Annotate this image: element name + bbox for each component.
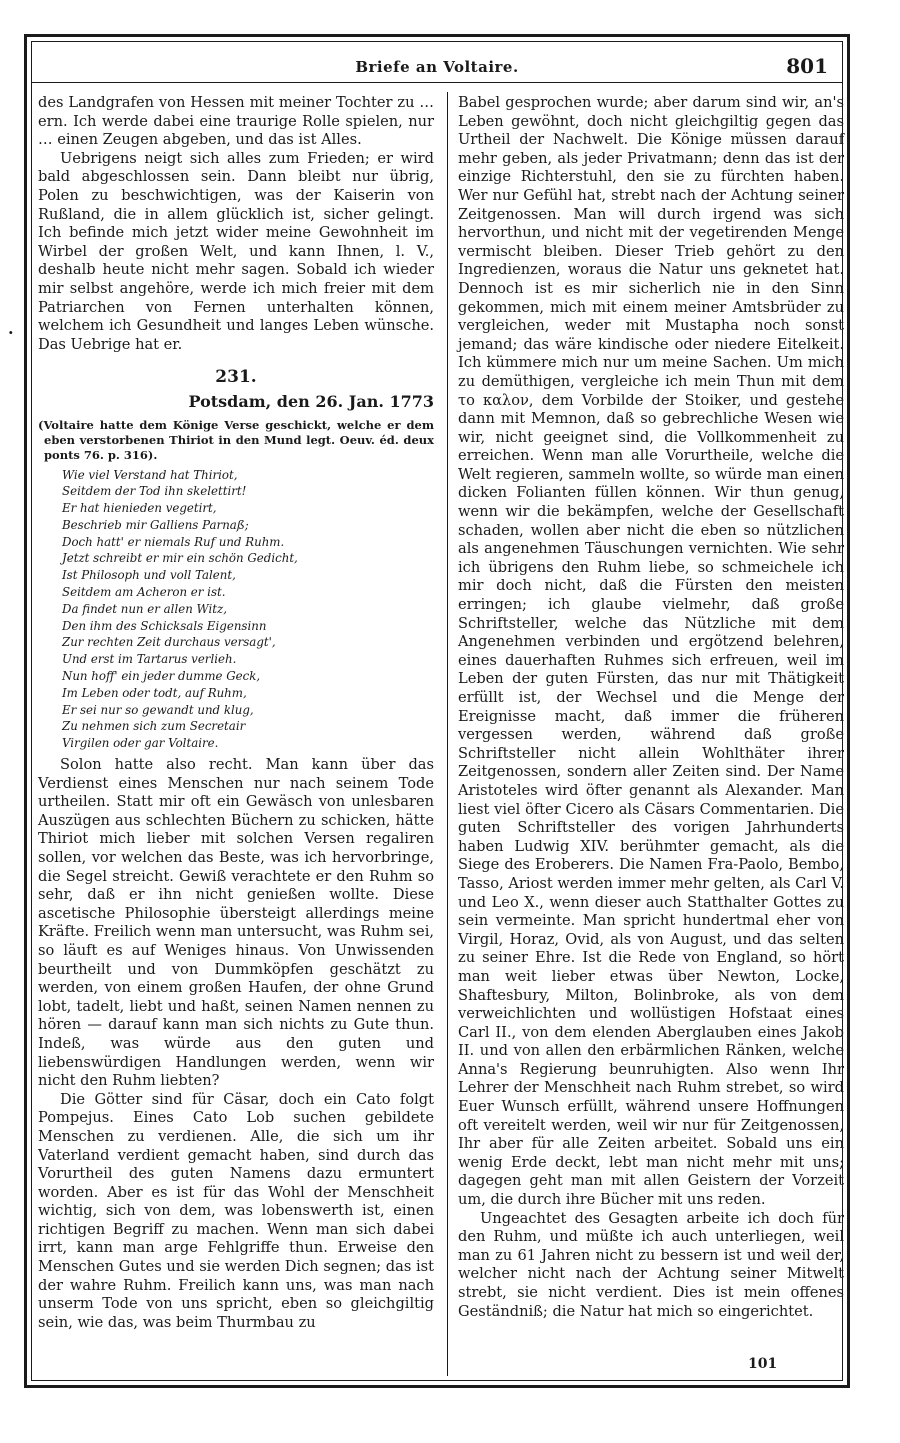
right-column — [458, 94, 844, 1321]
poem-line: Wie viel Verstand hat Thiriot, — [62, 467, 238, 482]
margin-mark: · — [8, 323, 14, 342]
paragraph: Ungeachtet des Gesagten arbeite ich doch für den Ruhm, und müßte ich auch unterliegen, weil man zu 61 Jahren nicht zu bessern ist und weil der, welcher nicht nach der Achtung seiner Mitwelt strebt, sie nicht verdient. Dies ist mein offenes Geständniß; die Natur hat mich so eingerichtet. — [458, 1209, 844, 1320]
poem-line: Den ihm des Schicksals Eigensinn — [62, 618, 267, 633]
poem-line: Zur rechten Zeit durchaus versagt', — [62, 635, 276, 650]
poem-line: Seitdem der Tod ihn skelettirt! — [62, 484, 247, 499]
poem-line: Seitdem am Acheron er ist. — [62, 585, 226, 600]
signature-number: 101 — [748, 1356, 778, 1372]
page-number: 801 — [786, 54, 828, 78]
page-header — [32, 52, 842, 83]
column-divider — [447, 92, 448, 1376]
poem-line: Im Leben oder todt, auf Ruhm, — [62, 685, 247, 700]
paragraph: Babel gesprochen wurde; aber darum sind wir, an's Leben gewöhnt, doch nicht gleichgiltig gegen das Urtheil der Nachwelt. Die Könige müssen darauf mehr geben, als jeder Privatmann; denn das ist der einzige Richterstuhl, den sie zu fürchten haben. Wer nur Gefühl hat, strebt nach der Achtung seiner Zeitgenossen. Man will durch irgend was sich hervorthun, und nicht mit der vegetirenden Menge vermischt bleiben. Dieser Trieb gehört zu den Ingredienzen, woraus die Natur uns geknetet hat. Dennoch ist es mir sicherlich nie in den Sinn gekommen, mich mit einem meiner Amtsbrüder zu vergleichen, weder mit Mustapha noch sonst jemand; das wäre kindische oder niedere Eitelkeit. Ich kümmere mich nur um meine Sachen. Um mich zu demüthigen, vergleiche ich mein Thun mit dem το καλον, dem Vorbilde der Stoiker, und gestehe dann mit Memnon, daß so gebrechliche Wesen wie wir, nicht geeignet sind, die Vollkommenheit zu erreichen. Wenn man alle Vorurtheile, welche die Welt regieren, sammeln wollte, so würde man einen dicken Folianten füllen können. Wir thun genug, wenn wir die bekämpfen, welche der Gesellschaft schaden, wollen aber nicht die eben so nützlichen als angenehmen Täuschungen vernichten. Wie sehr ich übrigens den Ruhm liebe, so schmeichele ich mir doch nicht, daß die Fürsten den meisten erringen; ich glaube vielmehr, daß große Schriftsteller, welche das Nützliche mit dem Angenehmen verbinden und ergötzend belehren, eines dauerhaften Ruhmes sich erfreuen, weil im Leben der guten Fürsten, das nur mit Thätigkeit erfüllt ist, der Wechsel und die Menge der Ereignisse macht, daß immer die früheren vergessen werden, während daß große Schriftsteller nicht allein Wohlthäter ihrer Zeitgenossen, sondern aller Zeiten sind. Der Name Aristoteles wird öfter genannt als Alexander. Man liest viel öfter Cicero als Cäsars Commentarien. Die guten Schriftsteller des vorigen Jahrhunderts haben Ludwig XIV. berühmter gemacht, als die Siege des Eroberers. Die Namen Fra-Paolo, Bembo, Tasso, Ariost werden immer mehr gelten, als Carl V. und Leo X., wenn dieser auch Statthalter Gottes zu sein vermeinte. Man spricht hundertmal eher von Virgil, Horaz, Ovid, als von August, und das selten zu seiner Ehre. Ist die Rede von England, so hört man weit lieber etwas über Newton, Locke, Shaftesbury, Milton, Bolinbroke, als von dem verweichlichten und wollüstigen Hofstaat eines Carl II., von dem elenden Aberglauben eines Jakob II. und von allen den erbärmlichen Ränken, welche Anna's Regierung beunruhigten. Also wenn Ihr Lehrer der Menschheit nach Ruhm strebet, so wird Euer Wunsch erfüllt, während unsere Hoffnungen oft vereitelt werden, weil wir nur für Zeitgenossen, Ihr aber für alle Zeiten arbeitet. Sobald uns ein wenig Erde deckt, lebt man nicht mehr mit uns; dagegen geht man mit allen Geistern der Vorzeit um, die durch ihre Bücher mit uns reden. — [458, 94, 844, 1209]
page-inner-frame — [31, 41, 843, 1381]
paragraph: Solon hatte also recht. Man kann über das Verdienst eines Menschen nur nach seinem Tode urtheilen. Statt mir oft ein Gewäsch von unlesbaren Auszügen aus schlechten Büchern zu schicken, hätte Thiriot mich lieber mit solchen Versen regaliren sollen, vor welchen das Beste, was ich hervorbringe, die Segel streicht. Gewiß verachtete er den Ruhm so sehr, daß er ihn nicht genießen wollte. Diese ascetische Philosophie übersteigt allerdings meine Kräfte. Freilich wenn man untersucht, was Ruhm sei, so läuft es auf Weniges hinaus. Von Unwissenden beurtheilt und von Dummköpfen geschätzt zu werden, von einem großen Haufen, der ohne Grund lobt, tadelt, liebt und haßt, seinen Namen nennen zu hören — darauf kann man sich nichts zu Gute thun. Indeß, was würde aus den guten und liebenswürdigen Handlungen werden, wenn wir nicht den Ruhm liebten? — [38, 756, 434, 1090]
letter-note: (Voltaire hatte dem Könige Verse geschickt, welche er dem eben verstorbenen Thiriot in den Mund legt. Oeuv. éd. deux ponts 76. p. 316). — [38, 417, 434, 462]
poem-line: Zu nehmen sich zum Secretair — [62, 719, 246, 734]
poem-line: Nun hoff' ein jeder dumme Geck, — [62, 669, 261, 684]
poem-line: Er sei nur so gewandt und klug, — [62, 702, 254, 717]
poem-line: Virgilen oder gar Voltaire. — [62, 736, 219, 751]
paragraph: Uebrigens neigt sich alles zum Frieden; er wird bald abgeschlossen sein. Dann bleibt nur übrig, Polen zu beschwichtigen, was der Kaiserin von Rußland, die in allem glücklich ist, sicher gelingt. Ich befinde mich jetzt wider meine Gewohnheit im Wirbel der großen Welt, und kann Ihnen, l. V., deshalb heute nicht mehr sagen. Sobald ich wieder mir selbst angehöre, werde ich mich freier mit dem Patriarchen von Fernen unterhalten können, welchem ich Gesundheit und langes Leben wünsche. Das Uebrige hat er. — [38, 149, 434, 353]
poem-line: Ist Philosoph und voll Talent, — [62, 568, 236, 583]
letter-place-date: Potsdam, den 26. Jan. 1773 — [188, 391, 434, 411]
poem-line: Er hat hienieden vegetirt, — [62, 501, 217, 516]
poem-line: Jetzt schreibt er mir ein schön Gedicht, — [62, 551, 298, 566]
poem-line: Da findet nun er allen Witz, — [62, 601, 227, 616]
left-column — [38, 94, 434, 1332]
letter-number: 231. — [215, 367, 257, 388]
paragraph: des Landgrafen von Hessen mit meiner Tochter zu …ern. Ich werde dabei eine traurige Rolle spielen, nur … einen Zeugen abgeben, und das ist Alles. — [38, 94, 434, 149]
poem — [62, 467, 434, 753]
page-frame — [24, 34, 850, 1388]
poem-line: Doch hatt' er niemals Ruf und Ruhm. — [62, 534, 285, 549]
running-head: Briefe an Voltaire. — [355, 58, 519, 76]
paragraph: Die Götter sind für Cäsar, doch ein Cato folgt Pompejus. Eines Cato Lob suchen gebildete Menschen zu verdienen. Alle, die sich um ihr Vaterland verdient gemacht haben, sind durch das Vorurtheil des guten Namens dazu ermuntert worden. Aber es ist für das Wohl der Menschheit wichtig, sich von dem, was lobenswerth ist, einen richtigen Begriff zu machen. Wenn man sich dabei irrt, kann man arge Fehlgriffe thun. Erweise den Menschen Gutes und sie werden Dich segnen; das ist der wahre Ruhm. Freilich kann uns, was man nach unserm Tode von uns spricht, eben so gleichgiltig sein, wie das, was beim Thurmbau zu — [38, 1090, 434, 1331]
poem-line: Und erst im Tartarus verlieh. — [62, 652, 237, 667]
poem-line: Beschrieb mir Galliens Parnaß; — [62, 517, 249, 532]
